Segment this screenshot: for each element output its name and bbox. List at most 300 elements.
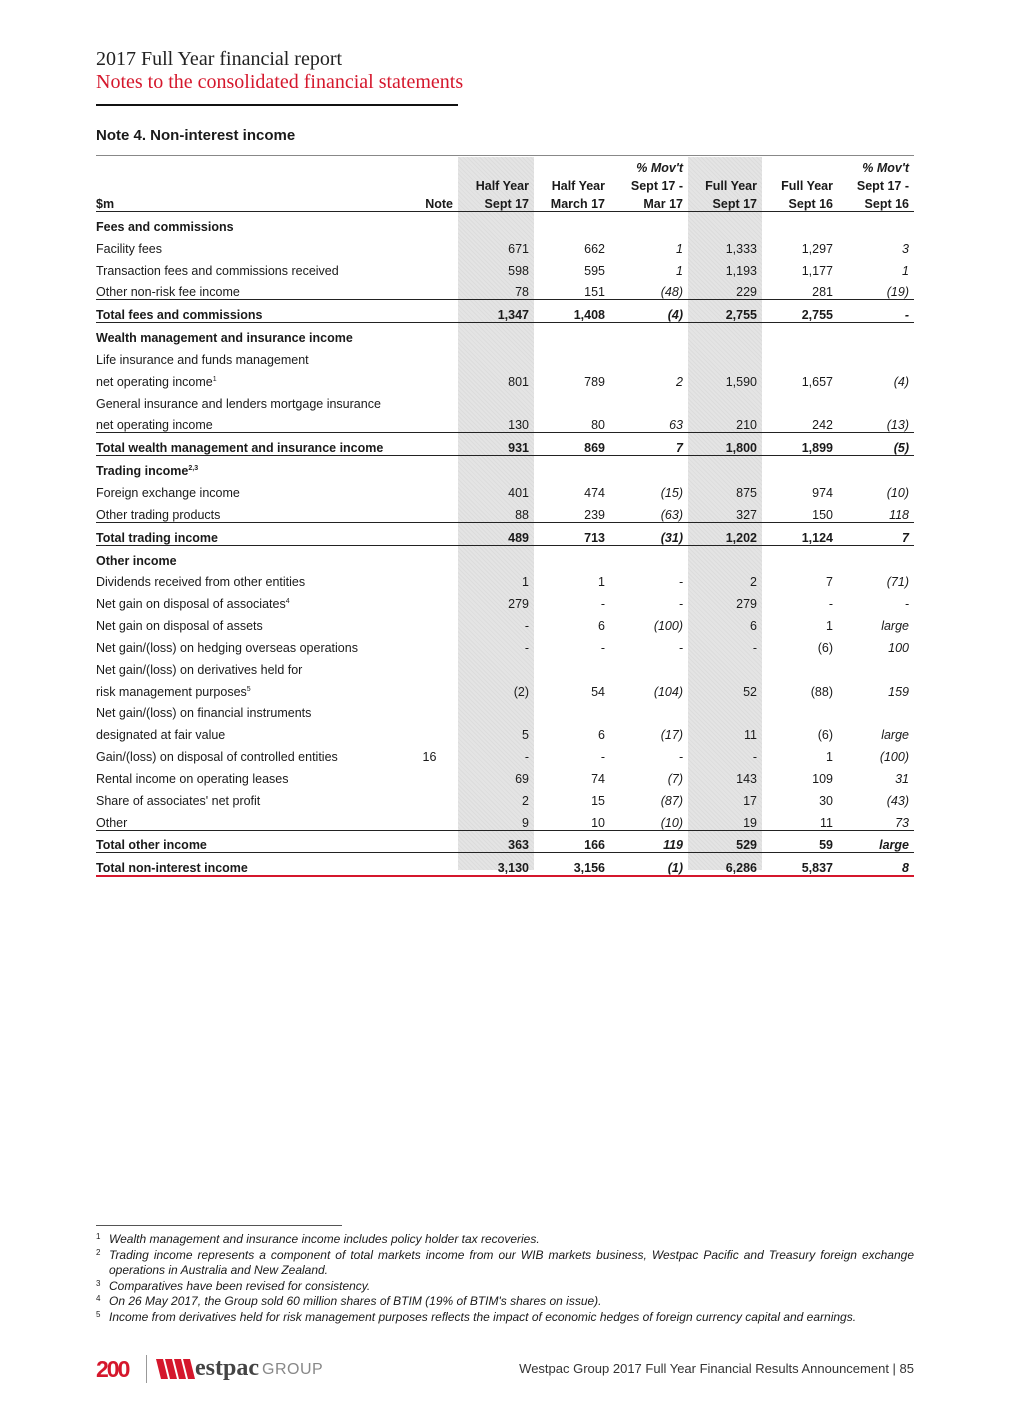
value-cell-h1: - (524, 750, 529, 765)
row-label (96, 456, 406, 478)
table-row (96, 677, 914, 699)
value-cell-f1: - (752, 750, 757, 765)
value-cell-h1: 801 (508, 374, 529, 389)
note-cell (406, 433, 458, 456)
value-cell-h2: 6 (598, 728, 605, 743)
row-label-text: Net gain/(loss) on hedging overseas operations (96, 640, 358, 655)
value-cell-m2 (838, 545, 914, 567)
footnote (96, 1248, 914, 1279)
value-cell-f1 (688, 212, 762, 234)
note-rule (96, 155, 914, 156)
value-cell-m1: (15) (660, 485, 683, 500)
value-cell-h2 (534, 456, 610, 478)
value-cell-m2: (71) (886, 575, 909, 590)
value-cell-f1: 143 (736, 771, 757, 786)
row-label-text: Life insurance and funds management (96, 352, 309, 367)
value-cell-h1: - (524, 619, 529, 634)
row-label-text: Facility fees (96, 241, 162, 256)
value-cell-m1: (1) (610, 853, 688, 876)
value-cell-h2 (534, 345, 610, 367)
value-cell-m2: 7 (838, 522, 914, 545)
header-cell: Sept 16 (838, 193, 914, 212)
value-cell-f2: 242 (812, 418, 833, 433)
header-cell: Sept 16 (762, 193, 838, 212)
row-label-text: Share of associates' net profit (96, 793, 261, 808)
row-label-text: Wealth management and insurance income (96, 331, 353, 346)
table-row (96, 345, 914, 367)
header-cell: % Mov't (636, 161, 683, 175)
table-row (96, 256, 914, 278)
value-cell-h1: 931 (458, 433, 534, 456)
value-cell-f1 (688, 323, 762, 345)
row-label (96, 633, 406, 655)
value-cell-f2: 5,837 (762, 853, 838, 876)
footnote-text: Wealth management and insurance income includes policy holder tax recoveries. (109, 1232, 540, 1246)
note-cell (406, 568, 458, 590)
row-label-text: net operating income (96, 418, 213, 433)
row-label-text: Other (96, 815, 128, 830)
value-cell-h2: 80 (591, 418, 605, 433)
value-cell-m1: 119 (610, 830, 688, 853)
value-cell-h2 (534, 699, 610, 721)
value-cell-h2 (534, 323, 610, 345)
row-label-text: Total non-interest income (96, 861, 248, 876)
table-row (96, 589, 914, 611)
footnote-ref: 1 (212, 375, 217, 383)
note-cell (406, 522, 458, 545)
footnote-number: 5 (96, 1309, 101, 1319)
value-cell-f1: 1,333 (725, 241, 757, 256)
header-cell: Sept 17 - (856, 179, 909, 193)
row-label (96, 323, 406, 345)
value-cell-f1 (688, 389, 762, 411)
row-label-text: designated at fair value (96, 728, 226, 743)
value-cell-m1: (100) (653, 619, 683, 634)
row-label (96, 545, 406, 567)
note-cell (406, 478, 458, 500)
value-cell-h2: 151 (584, 285, 605, 300)
value-cell-f1: - (752, 640, 757, 655)
row-label (96, 212, 406, 234)
note-cell (406, 677, 458, 699)
value-cell-h1: 401 (508, 485, 529, 500)
row-label (96, 764, 406, 786)
value-cell-m1 (610, 545, 688, 567)
row-label (96, 411, 406, 433)
value-cell-f2 (762, 699, 838, 721)
value-cell-m1: 1 (676, 263, 683, 278)
note-cell (406, 300, 458, 323)
footnote-text: Income from derivatives held for risk management purposes reflects the impact of economic hedges of foreign currency capital and earnings. (109, 1309, 857, 1324)
value-cell-m2: 100 (888, 640, 909, 655)
value-cell-h1: - (524, 640, 529, 655)
row-label (96, 345, 406, 367)
value-cell-h1: 2 (522, 793, 529, 808)
row-label-text: Gain/(loss) on disposal of controlled entities (96, 750, 338, 765)
note-cell (406, 411, 458, 433)
value-cell-m2: 3 (902, 241, 909, 256)
value-cell-m1: (48) (660, 285, 683, 300)
value-cell-h1 (458, 212, 534, 234)
note-cell (406, 323, 458, 345)
header-row-3 (96, 193, 914, 212)
value-cell-h2: - (600, 597, 605, 612)
footnote-rule (96, 1225, 342, 1226)
value-cell-h2: 15 (591, 793, 605, 808)
value-cell-f2: 1,124 (762, 522, 838, 545)
row-label (96, 389, 406, 411)
header-cell: % Mov't (862, 161, 909, 175)
westpac-wordmark: estpac (195, 1355, 259, 1381)
footnote (96, 1310, 914, 1326)
value-cell-m2: 31 (895, 771, 909, 786)
value-cell-h1: 130 (508, 418, 529, 433)
row-label (96, 786, 406, 808)
value-cell-m1: (87) (660, 793, 683, 808)
value-cell-m2 (838, 323, 914, 345)
table-row (96, 433, 914, 456)
note-cell (406, 699, 458, 721)
value-cell-m1: - (678, 750, 683, 765)
table-row (96, 478, 914, 500)
value-cell-f1: 6 (750, 619, 757, 634)
value-cell-f1: 19 (743, 815, 757, 830)
value-cell-m2: (100) (879, 750, 909, 765)
value-cell-f2: (6) (817, 640, 833, 655)
header-cell (96, 157, 406, 175)
value-cell-h2: 6 (598, 619, 605, 634)
header-row-2 (96, 175, 914, 193)
footnote-number: 4 (96, 1294, 101, 1303)
table-row (96, 830, 914, 853)
value-cell-m2: - (904, 597, 909, 612)
row-label-text: Trading income (96, 464, 189, 479)
row-label (96, 853, 406, 876)
value-cell-f2 (762, 345, 838, 367)
note-cell (406, 456, 458, 478)
row-label (96, 234, 406, 256)
row-label-text: Total other income (96, 838, 207, 853)
footnotes (96, 1232, 914, 1325)
value-cell-m1: (7) (667, 771, 683, 786)
value-cell-h2: 166 (534, 830, 610, 853)
row-label-text: Net gain/(loss) on financial instruments (96, 706, 312, 721)
value-cell-f1: 529 (688, 830, 762, 853)
value-cell-h2 (534, 389, 610, 411)
value-cell-f2: 109 (812, 771, 833, 786)
value-cell-m1 (610, 699, 688, 721)
table-row (96, 611, 914, 633)
value-cell-f1 (688, 545, 762, 567)
value-cell-h2: 713 (534, 522, 610, 545)
value-cell-f2: 1 (826, 750, 833, 765)
header-cell: Sept 17 - (630, 179, 683, 193)
value-cell-f2: 1,657 (801, 374, 833, 389)
row-label (96, 589, 406, 611)
table-row (96, 808, 914, 830)
header-row-1 (96, 157, 914, 175)
value-cell-m2: 118 (889, 507, 909, 522)
value-cell-h1 (458, 389, 534, 411)
value-cell-h1: 671 (508, 241, 529, 256)
note-title: Note 4. Non-interest income (96, 127, 296, 144)
value-cell-f2: 1 (826, 619, 833, 634)
note-cell (406, 389, 458, 411)
note-cell (406, 589, 458, 611)
row-label-text: Rental income on operating leases (96, 771, 289, 786)
table-row (96, 212, 914, 234)
value-cell-f1: 2 (750, 575, 757, 590)
table-row (96, 742, 914, 764)
value-cell-h1: 5 (522, 728, 529, 743)
header-cell: Note (406, 193, 458, 212)
value-cell-m1: - (678, 597, 683, 612)
header-cell: Half Year (551, 179, 605, 193)
value-cell-m1: (104) (653, 684, 683, 699)
value-cell-f1: 6,286 (688, 853, 762, 876)
note-cell (406, 786, 458, 808)
row-label (96, 300, 406, 323)
value-cell-h2: - (600, 640, 605, 655)
value-cell-f1: 17 (743, 793, 757, 808)
value-cell-h2: 3,156 (534, 853, 610, 876)
value-cell-f1: 1,800 (688, 433, 762, 456)
row-label (96, 699, 406, 721)
value-cell-f2: 7 (826, 575, 833, 590)
value-cell-m2: 8 (838, 853, 914, 876)
row-label (96, 500, 406, 522)
value-cell-f1: 327 (736, 507, 757, 522)
header-cell (406, 175, 458, 193)
value-cell-f1 (688, 345, 762, 367)
value-cell-m2 (838, 389, 914, 411)
table-row (96, 522, 914, 545)
table-row (96, 720, 914, 742)
value-cell-f2 (762, 389, 838, 411)
row-label (96, 367, 406, 389)
value-cell-h2: 595 (584, 263, 605, 278)
value-cell-m1: (17) (660, 728, 683, 743)
value-cell-m2: 159 (888, 684, 909, 699)
value-cell-f2: 281 (812, 285, 833, 300)
value-cell-m2: (13) (886, 418, 909, 433)
page-footer (96, 1355, 914, 1385)
footnote-ref: 5 (246, 685, 251, 693)
value-cell-h2: 1,408 (534, 300, 610, 323)
row-label (96, 742, 406, 764)
value-cell-h1: 69 (515, 771, 529, 786)
value-cell-f2: 2,755 (762, 300, 838, 323)
value-cell-m2: 1 (902, 263, 909, 278)
value-cell-m1: (4) (610, 300, 688, 323)
value-cell-f1: 1,590 (725, 374, 757, 389)
value-cell-f1: 11 (744, 728, 757, 743)
value-cell-m2 (838, 456, 914, 478)
header-cell: March 17 (534, 193, 610, 212)
row-label-text: Transaction fees and commissions received (96, 263, 339, 278)
value-cell-h1 (458, 545, 534, 567)
header-cell: Sept 17 (458, 193, 534, 212)
value-cell-h2: 1 (598, 575, 605, 590)
value-cell-m1: 7 (610, 433, 688, 456)
header-cell (96, 175, 406, 193)
row-label (96, 611, 406, 633)
note-cell (406, 720, 458, 742)
value-cell-h2 (534, 545, 610, 567)
table-row (96, 234, 914, 256)
row-label-text: Dividends received from other entities (96, 575, 306, 590)
table-row (96, 278, 914, 300)
value-cell-f2: 1,177 (801, 263, 833, 278)
row-label-text: Total wealth management and insurance income (96, 441, 384, 456)
row-label-text: Other non-risk fee income (96, 285, 240, 300)
value-cell-h1 (458, 323, 534, 345)
value-cell-h2: 869 (534, 433, 610, 456)
value-cell-m1 (610, 345, 688, 367)
note-cell (406, 500, 458, 522)
value-cell-m2 (838, 345, 914, 367)
value-cell-m1 (610, 456, 688, 478)
footer-text: Westpac Group 2017 Full Year Financial Results Announcement | 85 (519, 1361, 914, 1376)
value-cell-h1: 1 (522, 575, 529, 590)
value-cell-m1 (610, 655, 688, 677)
footnote-ref: 4 (285, 598, 290, 606)
row-label-text: Foreign exchange income (96, 485, 240, 500)
value-cell-f1: 1,202 (688, 522, 762, 545)
value-cell-f2 (762, 212, 838, 234)
row-label-text: Fees and commissions (96, 219, 234, 234)
row-label (96, 720, 406, 742)
value-cell-m2: (4) (893, 374, 909, 389)
row-label (96, 830, 406, 853)
value-cell-m1: 63 (669, 418, 683, 433)
value-cell-f1: 2,755 (688, 300, 762, 323)
value-cell-h1 (458, 655, 534, 677)
report-header (96, 48, 463, 94)
value-cell-m2: (10) (886, 485, 909, 500)
value-cell-f1: 210 (736, 418, 757, 433)
row-label-text: net operating income (96, 374, 213, 389)
value-cell-h2: 662 (584, 241, 605, 256)
value-cell-f2: (88) (810, 684, 833, 699)
report-title: 2017 Full Year financial report (96, 48, 343, 70)
row-label-text: Other income (96, 553, 177, 568)
footnote-number: 3 (96, 1278, 101, 1288)
row-label (96, 677, 406, 699)
row-label-text: Other trading products (96, 507, 221, 522)
value-cell-h1 (458, 345, 534, 367)
row-label-text: risk management purposes (96, 684, 247, 699)
value-cell-f1: 279 (736, 597, 757, 612)
header-cell: Half Year (475, 179, 529, 193)
header-cell: Sept 17 (688, 193, 762, 212)
value-cell-f1: 1,193 (725, 263, 757, 278)
table-row (96, 568, 914, 590)
footnote (96, 1294, 914, 1310)
note-cell (406, 545, 458, 567)
value-cell-m1: - (678, 575, 683, 590)
value-cell-f2: 11 (820, 815, 833, 830)
table-row (96, 323, 914, 345)
value-cell-f2: 30 (819, 793, 833, 808)
note-cell (406, 655, 458, 677)
row-label-text: Total trading income (96, 530, 218, 545)
row-label-text: Net gain/(loss) on derivatives held for (96, 662, 303, 677)
value-cell-f2: - (828, 597, 833, 612)
value-cell-h2: 10 (591, 815, 605, 830)
logo-divider (146, 1355, 147, 1383)
value-cell-m2: large (838, 830, 914, 853)
westpac-group-label: GROUP (262, 1361, 324, 1378)
note-cell (406, 611, 458, 633)
value-cell-m1: (10) (660, 815, 683, 830)
value-cell-f1 (688, 456, 762, 478)
value-cell-h2 (534, 655, 610, 677)
note-cell (406, 853, 458, 876)
row-label (96, 478, 406, 500)
table-row (96, 699, 914, 721)
value-cell-h2: - (600, 750, 605, 765)
value-cell-m2: (19) (886, 285, 909, 300)
value-cell-f2: 1,297 (801, 241, 833, 256)
value-cell-m1: 2 (676, 374, 683, 389)
value-cell-f2 (762, 655, 838, 677)
row-label (96, 568, 406, 590)
footnote-number: 1 (96, 1232, 101, 1241)
row-label (96, 522, 406, 545)
note-cell (406, 764, 458, 786)
note-cell (406, 345, 458, 367)
value-cell-h1: 3,130 (458, 853, 534, 876)
row-label-text: Total fees and commissions (96, 308, 263, 323)
table-row (96, 411, 914, 433)
footnote-text: On 26 May 2017, the Group sold 60 million shares of BTIM (19% of BTIM's shares on issue). (109, 1294, 602, 1308)
table-row (96, 367, 914, 389)
note-cell (406, 212, 458, 234)
table-row (96, 389, 914, 411)
value-cell-f1 (688, 699, 762, 721)
value-cell-m1: 1 (676, 241, 683, 256)
value-cell-m1 (610, 323, 688, 345)
value-cell-f1: 52 (743, 684, 757, 699)
value-cell-m1: - (678, 640, 683, 655)
value-cell-f1: 875 (736, 485, 757, 500)
value-cell-f2 (762, 323, 838, 345)
value-cell-m1: (31) (610, 522, 688, 545)
table-row (96, 853, 914, 876)
row-label (96, 433, 406, 456)
value-cell-f1 (688, 655, 762, 677)
value-cell-f2 (762, 456, 838, 478)
table-row (96, 655, 914, 677)
value-cell-f2: 1,899 (762, 433, 838, 456)
value-cell-h1: 9 (522, 815, 529, 830)
value-cell-m2: (43) (886, 793, 909, 808)
footnote (96, 1232, 914, 1248)
non-interest-income-table (96, 157, 914, 877)
header-cell (688, 157, 762, 175)
row-label (96, 256, 406, 278)
value-cell-f2: (6) (817, 728, 833, 743)
footnote-text: Trading income represents a component of total markets income from our WIB markets business, Westpac Pacific and Treasury foreign exchange operations in Australia and New Zealand. (109, 1247, 914, 1277)
table-row (96, 500, 914, 522)
value-cell-h1: 598 (508, 263, 529, 278)
value-cell-m1 (610, 389, 688, 411)
row-label (96, 655, 406, 677)
footnote-text: Comparatives have been revised for consistency. (109, 1278, 371, 1293)
westpac-w-logo-icon (156, 1359, 196, 1379)
value-cell-m2: large (881, 728, 909, 743)
